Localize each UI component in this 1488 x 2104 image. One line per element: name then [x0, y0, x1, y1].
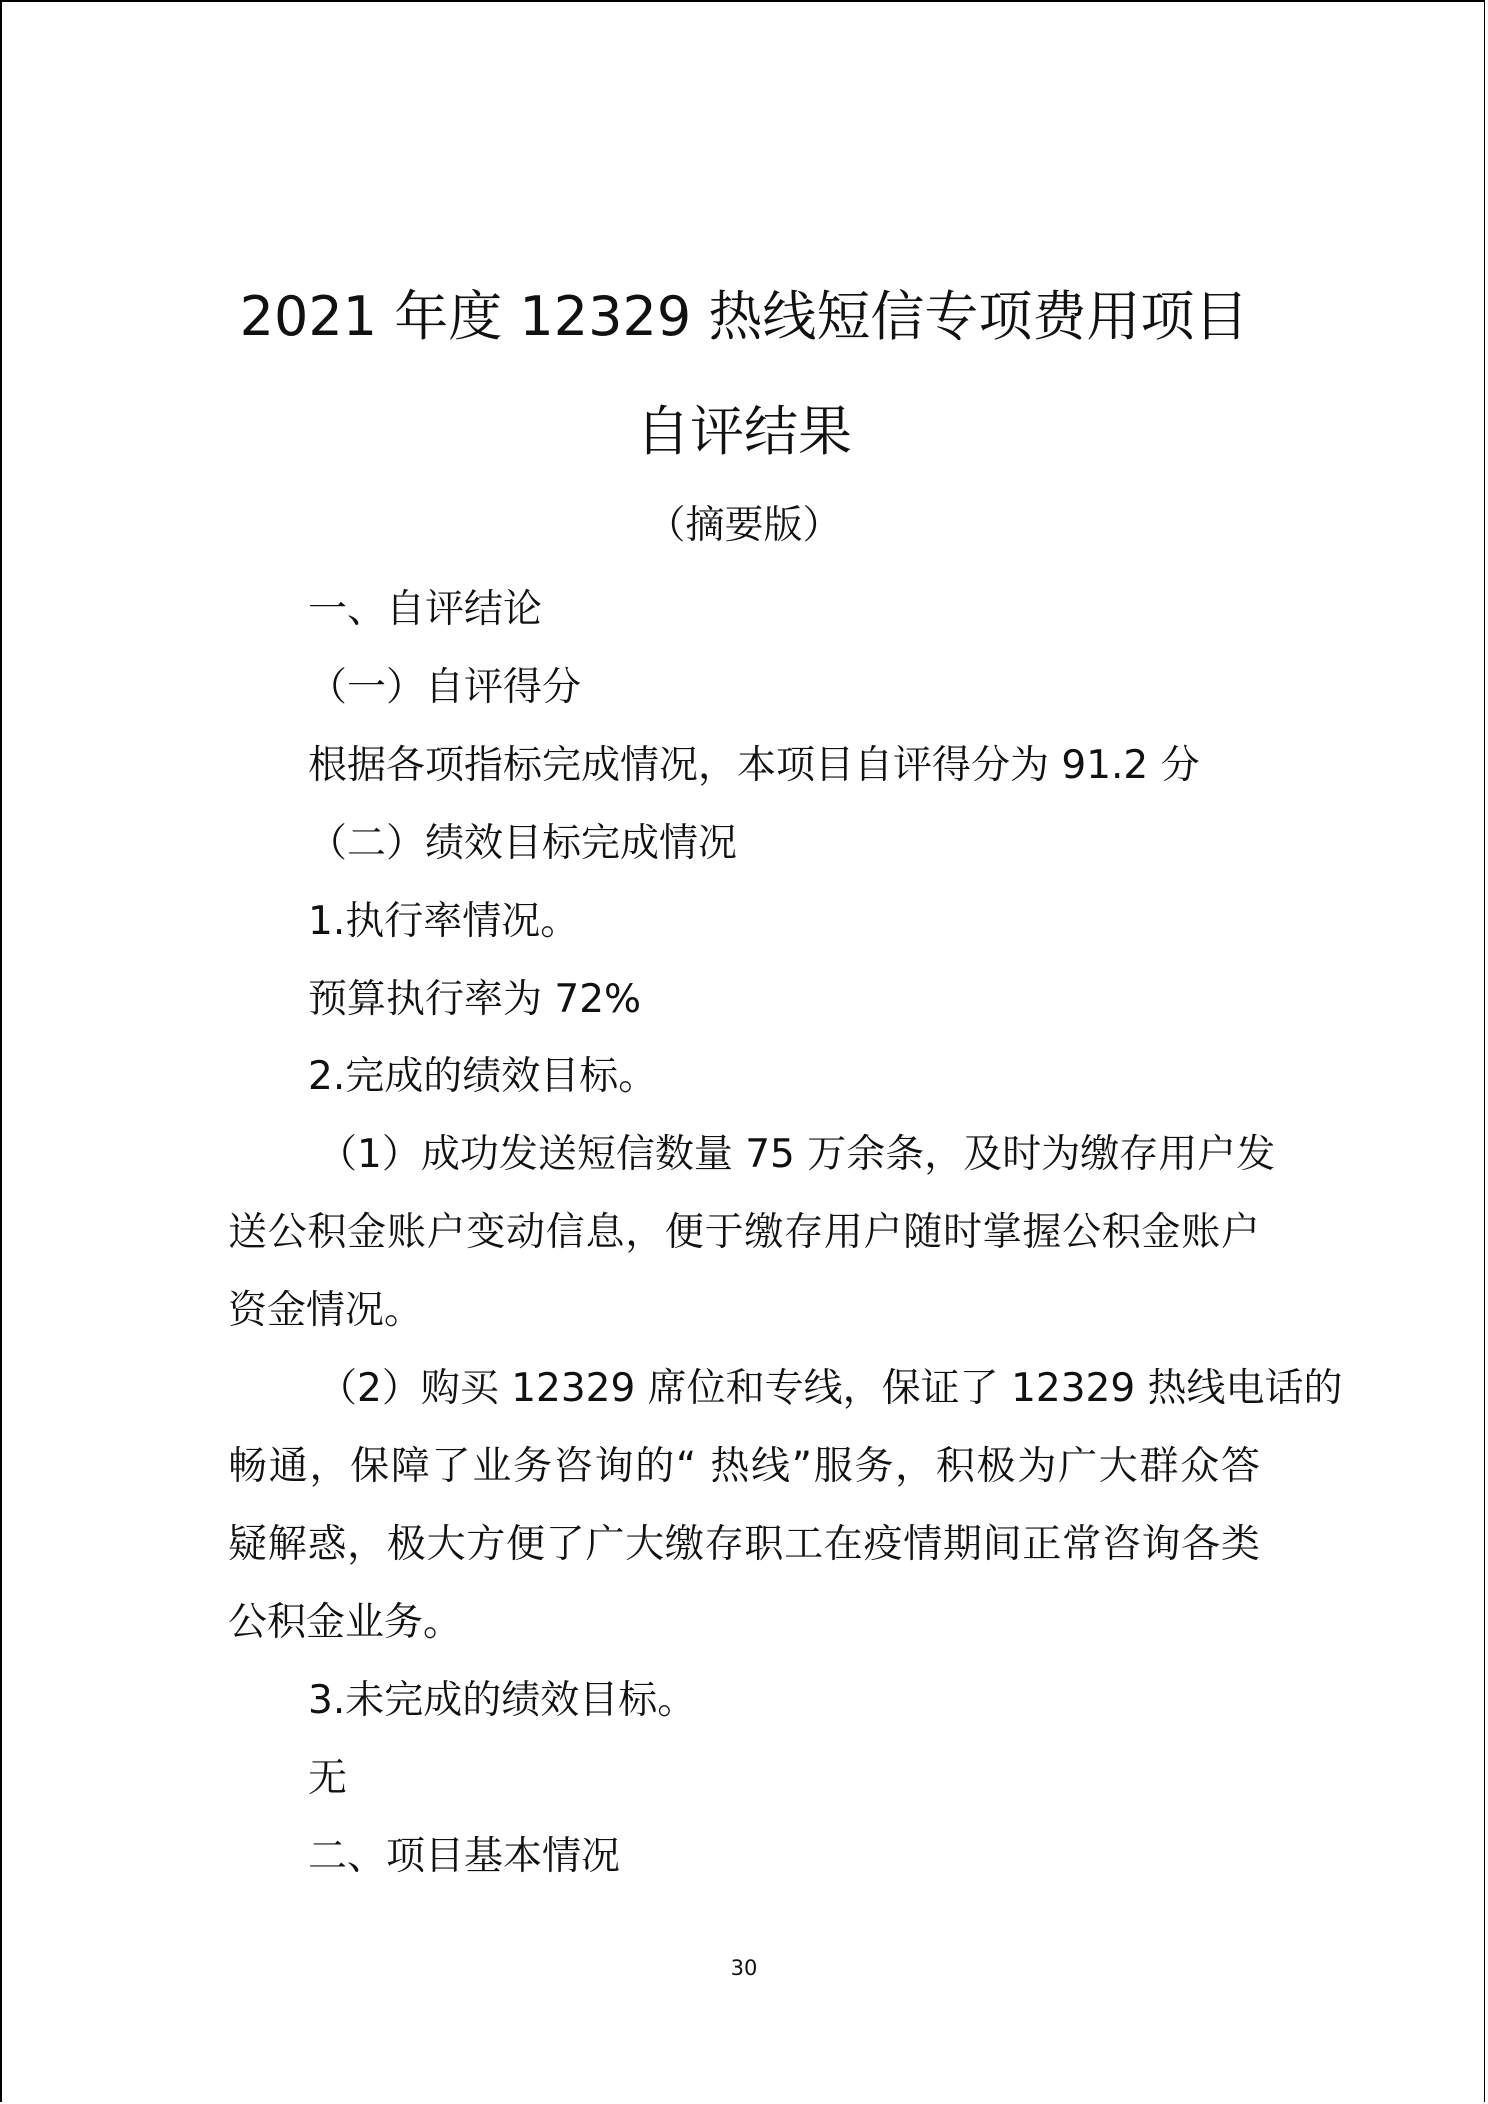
paragraph-1-line-2: 送公积金账户变动信息，便于缴存用户随时掌握公积金账户 [228, 1210, 1260, 1255]
document-subtitle: （摘要版） [646, 503, 842, 548]
paragraph-1-line-1: （1）成功发送短信数量 75 万余条，及时为缴存用户发 [318, 1132, 1276, 1177]
paragraph-2-line-3: 疑解惑，极大方便了广大缴存职工在疫情期间正常咨询各类 [228, 1522, 1260, 1567]
item-3-text: 无 [308, 1756, 348, 1801]
paragraph-2-line-1: （2）购买 12329 席位和专线，保证了 12329 热线电话的 [318, 1366, 1343, 1411]
item-3-heading: 3.未完成的绩效目标。 [308, 1678, 697, 1723]
section-1-heading: 一、自评结论 [308, 587, 543, 632]
page-number: 30 [730, 1956, 758, 1980]
paragraph-2-line-2: 畅通，保障了业务咨询的“ 热线”服务，积极为广大群众答 [228, 1444, 1260, 1489]
document-title-line-2: 自评结果 [636, 400, 852, 463]
execution-rate-text: 预算执行率为 72% [308, 977, 642, 1022]
subsection-2-heading: （二）绩效目标完成情况 [308, 821, 738, 866]
document-title-line-1: 2021 年度 12329 热线短信专项费用项目 [239, 285, 1249, 348]
item-2-heading: 2.完成的绩效目标。 [308, 1054, 658, 1099]
item-1-heading: 1.执行率情况。 [308, 899, 580, 944]
section-2-heading: 二、项目基本情况 [308, 1834, 621, 1879]
subsection-1-heading: （一）自评得分 [308, 665, 582, 710]
score-text: 根据各项指标完成情况，本项目自评得分为 91.2 分 [308, 743, 1200, 788]
paragraph-1-line-3: 资金情况。 [228, 1288, 424, 1333]
paragraph-2-line-4: 公积金业务。 [228, 1600, 463, 1645]
